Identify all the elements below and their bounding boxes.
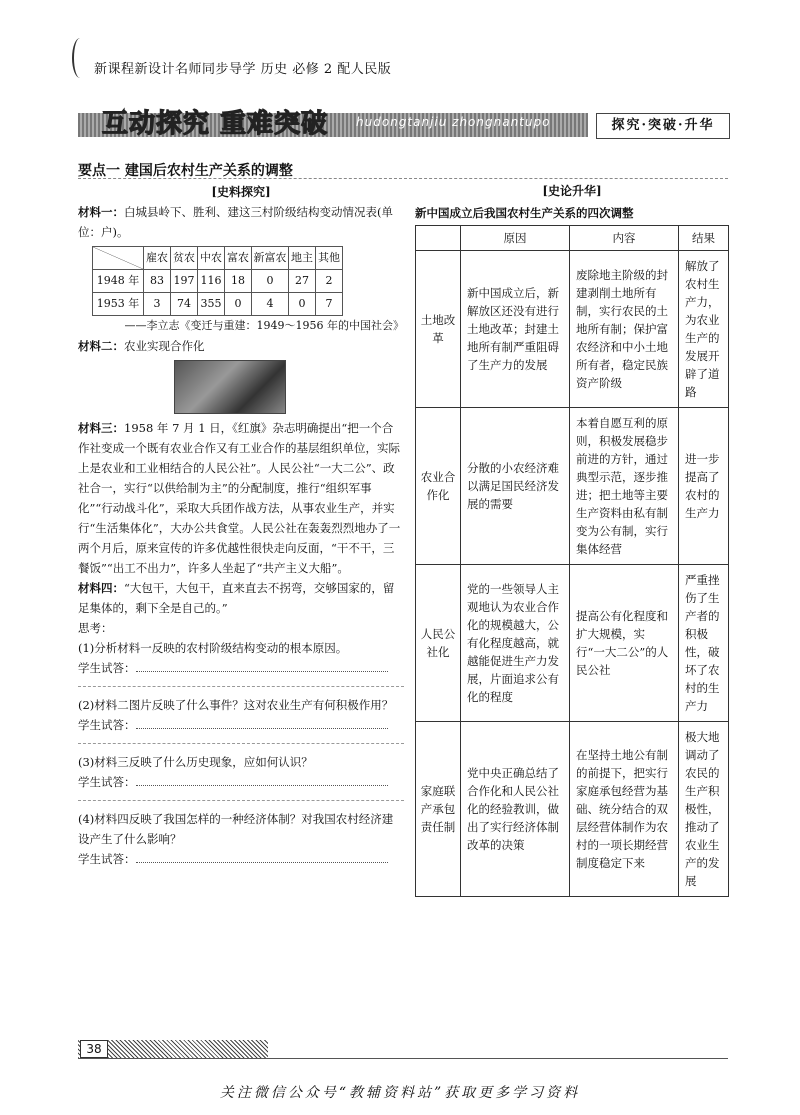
section-divider bbox=[78, 178, 728, 179]
table-header: 雇农 bbox=[144, 247, 171, 270]
table-header: 新富农 bbox=[252, 247, 289, 270]
table-header-row bbox=[416, 226, 729, 251]
row-name: 农业合作化 bbox=[416, 408, 461, 565]
row-content: 在坚持土地公有制的前提下，把实行家庭承包经营为基础、统分结合的双层经营体制作为农村的一项长期经营制度稳定下来 bbox=[570, 722, 679, 897]
question-divider bbox=[78, 800, 404, 801]
table-cell: 74 bbox=[171, 293, 198, 316]
table-cell: 83 bbox=[144, 270, 171, 293]
footer-rule bbox=[78, 1058, 728, 1059]
table-cell: 116 bbox=[198, 270, 225, 293]
banner-pinyin: hudongtanjiu zhongnantupo bbox=[356, 115, 551, 129]
row-result: 解放了农村生产力，为农业生产的发展开辟了道路 bbox=[679, 251, 729, 408]
row-result: 进一步提高了农村的生产力 bbox=[679, 408, 729, 565]
table-row bbox=[93, 270, 343, 293]
table-header: 中农 bbox=[198, 247, 225, 270]
table-header: 结果 bbox=[679, 226, 729, 251]
question-3: (3)材料三反映了什么历史现象，应如何认识？ bbox=[78, 755, 313, 769]
answer-line[interactable] bbox=[136, 773, 388, 786]
row-content: 提高公有化程度和扩大规模，实行“一大二公”的人民公社 bbox=[570, 565, 679, 722]
running-header: 新课程新设计名师同步导学 历史 必修 2 配人民版 bbox=[94, 62, 392, 77]
table-cell: 197 bbox=[171, 270, 198, 293]
row-content: 废除地主阶级的封建剥削土地所有制，实行农民的土地所有制；保护富农经济和中小土地所有者，稳定民族资产阶级 bbox=[570, 251, 679, 408]
table-cell: 3 bbox=[144, 293, 171, 316]
table-header: 富农 bbox=[225, 247, 252, 270]
table-row bbox=[416, 722, 729, 897]
table-row bbox=[416, 565, 729, 722]
table-cell: 0 bbox=[252, 270, 289, 293]
right-column bbox=[415, 180, 729, 897]
row-reason: 分散的小农经济难以满足国民经济发展的需要 bbox=[461, 408, 570, 565]
answer-line[interactable] bbox=[136, 716, 388, 729]
table-row bbox=[416, 408, 729, 565]
answer-row: 学生试答： bbox=[78, 658, 404, 678]
banner-title: 互动探究 重难突破 bbox=[102, 109, 329, 139]
row-reason: 党的一些领导人主观地认为农业合作化的规模越大，公有化程度越高，就越能促进生产力发展，片面追求公有化的程度 bbox=[461, 565, 570, 722]
answer-line[interactable] bbox=[136, 659, 388, 672]
table-cell: 18 bbox=[225, 270, 252, 293]
question-divider bbox=[78, 686, 404, 687]
page-number: 38 bbox=[80, 1040, 108, 1058]
question-2: (2)材料二图片反映了什么事件？这对农业生产有何积极作用？ bbox=[78, 698, 394, 712]
material-3: 材料三：1958 年 7 月 1 日，《红旗》杂志明确提出“把一个合作社变成一个既有农业合作又有工业合作的基层组织单位，实际上是农业和工业相结合的人民公社”。人民公社“一大二公”、政社合一，实行“以供给制为主”的分配制度，推行“组织军事化”“行动战斗化”，采取大兵团作战方法，从事农业生产，并实行“生活集体化”，大办公共食堂。人民公社在轰轰烈烈地办了一两个月后，原来宣传的许多优越性很快走向反面，“干不干，三餐饭”“出工不出力”，许多人坐起了“共产主义大船”。 bbox=[78, 421, 401, 575]
row-result: 极大地调动了农民的生产积极性，推动了农业生产的发展 bbox=[679, 722, 729, 897]
class-structure-table bbox=[92, 246, 343, 316]
material-1: 材料一：白城县岭下、胜利、建这三村阶级结构变动情况表(单位：户)。 bbox=[78, 205, 393, 239]
adjustments-table-title: 新中国成立后我国农村生产关系的四次调整 bbox=[415, 206, 634, 220]
table-cell: 7 bbox=[316, 293, 343, 316]
left-box-title: [史料探究] bbox=[211, 185, 271, 199]
table-header bbox=[416, 226, 461, 251]
section-banner bbox=[78, 103, 728, 141]
table-header: 地主 bbox=[289, 247, 316, 270]
table-header: 其他 bbox=[316, 247, 343, 270]
row-reason: 新中国成立后，新解放区还没有进行土地改革；封建土地所有制严重阻碍了生产力的发展 bbox=[461, 251, 570, 408]
row-result: 严重挫伤了生产者的积极性，破坏了农村的生产力 bbox=[679, 565, 729, 722]
table-row bbox=[93, 293, 343, 316]
banner-tagline: 探究·突破·升华 bbox=[596, 113, 730, 139]
table-cell: 2 bbox=[316, 270, 343, 293]
table-header-row bbox=[93, 247, 343, 270]
table-cell: 355 bbox=[198, 293, 225, 316]
row-reason: 党中央正确总结了合作化和人民公社化的经验教训，做出了实行经济体制改革的决策 bbox=[461, 722, 570, 897]
table-header: 原因 bbox=[461, 226, 570, 251]
row-name: 人民公社化 bbox=[416, 565, 461, 722]
row-year: 1953 年 bbox=[93, 293, 144, 316]
corner-cell bbox=[93, 247, 144, 270]
row-name: 家庭联产承包责任制 bbox=[416, 722, 461, 897]
footer-note: 关注微信公众号“教辅资料站”获取更多学习资料 bbox=[219, 1085, 581, 1101]
answer-row: 学生试答： bbox=[78, 849, 404, 869]
question-4: (4)材料四反映了我国怎样的一种经济体制？对我国农村经济建设产生了什么影响？ bbox=[78, 812, 394, 846]
adjustments-table bbox=[415, 225, 729, 897]
table-cell: 0 bbox=[225, 293, 252, 316]
answer-line[interactable] bbox=[136, 850, 388, 863]
table-row bbox=[416, 251, 729, 408]
section-title: 要点一 建国后农村生产关系的调整 bbox=[78, 163, 293, 179]
question-1: (1)分析材料一反映的农村阶级结构变动的根本原因。 bbox=[78, 641, 348, 655]
left-column bbox=[78, 180, 404, 869]
material-1-source: ——李立志《变迁与重建：1949～1956 年的中国社会》 bbox=[124, 319, 404, 332]
header-curve bbox=[72, 38, 88, 78]
table-cell: 0 bbox=[289, 293, 316, 316]
table-header: 贫农 bbox=[171, 247, 198, 270]
right-box-title: [史论升华] bbox=[542, 184, 602, 198]
material-4: 材料四：“大包干，大包干，直来直去不拐弯，交够国家的，留足集体的，剩下全是自己的。” bbox=[78, 581, 395, 615]
table-header: 内容 bbox=[570, 226, 679, 251]
cooperative-photo bbox=[174, 360, 286, 414]
answer-row: 学生试答： bbox=[78, 772, 404, 792]
table-cell: 4 bbox=[252, 293, 289, 316]
answer-row: 学生试答： bbox=[78, 715, 404, 735]
row-content: 本着自愿互利的原则，积极发展稳步前进的方针，通过典型示范，逐步推进；把土地等主要生产资料由私有制变为公有制，实行集体经营 bbox=[570, 408, 679, 565]
material-2: 材料二：农业实现合作化 bbox=[78, 339, 205, 353]
question-divider bbox=[78, 743, 404, 744]
think-label: 思考： bbox=[78, 621, 113, 635]
row-name: 土地改革 bbox=[416, 251, 461, 408]
row-year: 1948 年 bbox=[93, 270, 144, 293]
table-cell: 27 bbox=[289, 270, 316, 293]
